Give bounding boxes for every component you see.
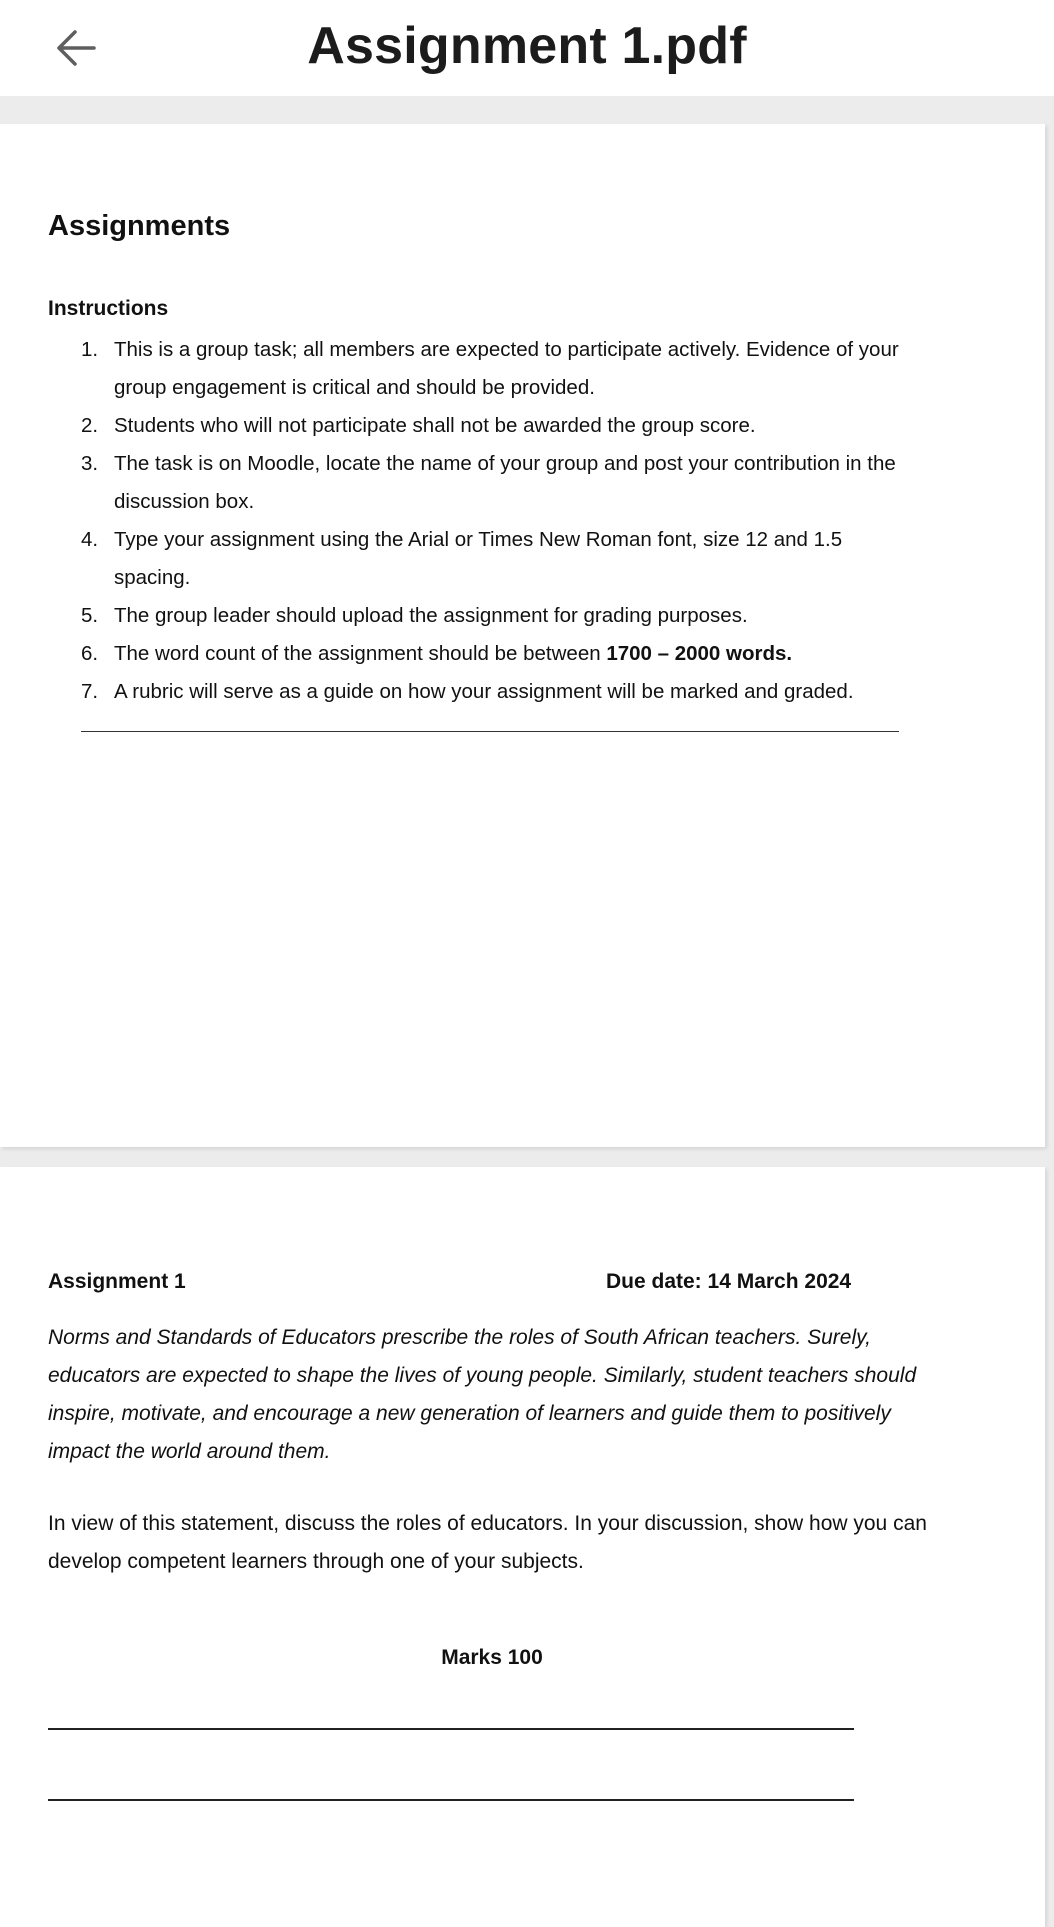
- pdf-viewer[interactable]: [0, 96, 1054, 1920]
- instruction-item: [0, 635, 1000, 673]
- divider-line: [81, 731, 899, 732]
- instruction-text: A rubric will serve as a guide on how your assignment will be marked and graded.: [114, 680, 854, 703]
- assignments-heading: Assignments: [48, 210, 231, 242]
- instruction-item: [0, 521, 1000, 597]
- due-date: Due date: 14 March 2024: [606, 1270, 852, 1293]
- instruction-item: [0, 407, 1000, 445]
- instruction-item: [0, 331, 1000, 407]
- pdf-page-1: [0, 124, 1045, 1147]
- instruction-item: [0, 445, 1000, 521]
- instruction-number: 6.: [81, 642, 99, 665]
- assignment-title: Assignment 1: [48, 1270, 186, 1293]
- instruction-item: [0, 597, 1000, 635]
- instruction-text-bold: 1700 – 2000 words.: [606, 642, 793, 665]
- task-paragraph: In view of this statement, discuss the roles of educators. In your discussion, show how you can develop competent learners through one of your subjects.: [48, 1512, 927, 1573]
- instruction-number: 7.: [81, 680, 99, 703]
- instruction-number: 3.: [81, 452, 99, 475]
- instruction-number: 5.: [81, 604, 99, 627]
- app-header: [0, 0, 1054, 96]
- answer-line: [48, 1728, 854, 1730]
- instructions-list: [0, 331, 1000, 711]
- marks-label: Marks 100: [441, 1646, 543, 1669]
- instruction-item: [0, 673, 1000, 711]
- pdf-page-2: [0, 1167, 1045, 1927]
- instruction-number: 1.: [81, 338, 99, 361]
- instruction-text: The group leader should upload the assignment for grading purposes.: [114, 604, 748, 627]
- intro-paragraph: Norms and Standards of Educators prescribe the roles of South African teachers. Surely, educators are expected to shape the lives of young people. Similarly, student teachers should inspire, motivate, and encourage a new generation of learners and guide them to positively impact the world around them.: [48, 1326, 917, 1463]
- document-title: Assignment 1.pdf: [307, 17, 747, 75]
- instruction-number: 4.: [81, 528, 99, 551]
- instruction-text: The word count of the assignment should be between: [114, 642, 607, 665]
- instruction-text: Type your assignment using the Arial or Times New Roman font, size 12 and 1.5 spacing.: [114, 528, 843, 589]
- answer-line: [48, 1799, 854, 1801]
- instruction-number: 2.: [81, 414, 99, 437]
- instruction-text: Students who will not participate shall not be awarded the group score.: [114, 414, 756, 437]
- instruction-text: This is a group task; all members are expected to participate actively. Evidence of your group engagement is critical and should be provided.: [114, 338, 899, 399]
- instruction-text: The task is on Moodle, locate the name of your group and post your contribution in the discussion box.: [114, 452, 896, 513]
- instructions-heading: Instructions: [48, 297, 169, 320]
